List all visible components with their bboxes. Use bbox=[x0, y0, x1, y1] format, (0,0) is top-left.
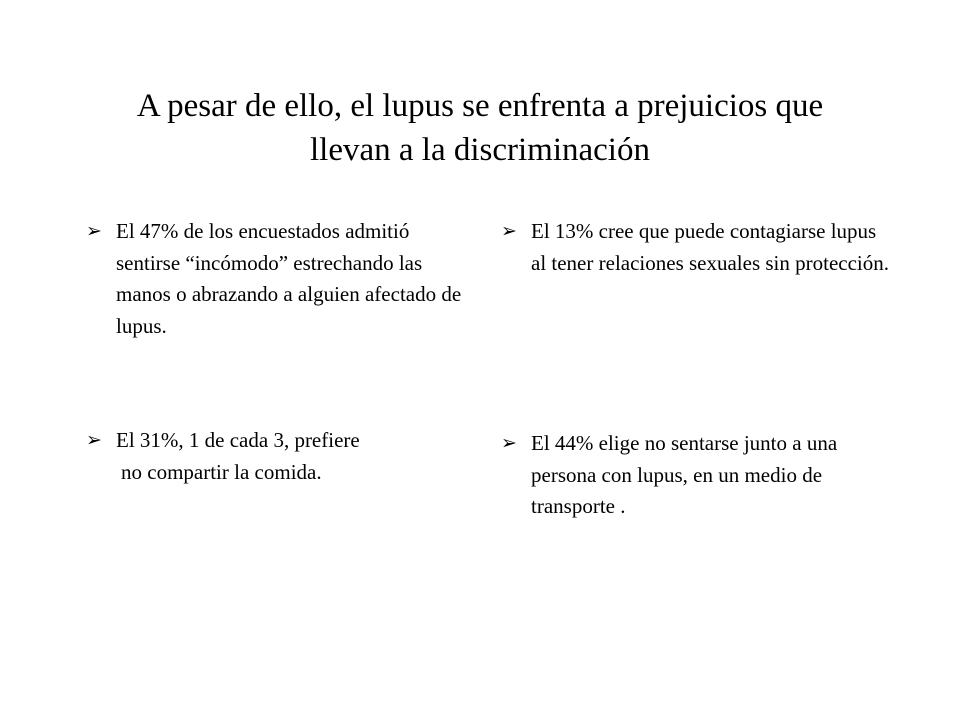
arrowhead-bullet-icon: ➢ bbox=[501, 433, 517, 454]
slide-title-line-2: llevan a la discriminación bbox=[310, 132, 650, 168]
arrowhead-bullet-icon: ➢ bbox=[86, 221, 102, 242]
arrowhead-bullet-icon: ➢ bbox=[501, 221, 517, 242]
slide-title bbox=[60, 84, 900, 172]
bullet-item-food-sharing bbox=[86, 425, 476, 489]
bullet-text-continuation: no compartir la comida. bbox=[121, 459, 322, 484]
bullet-item-handshake bbox=[86, 216, 476, 376]
slide-title-line-1: A pesar de ello, el lupus se enfrenta a prejuicios que bbox=[136, 88, 824, 124]
bullet-item-transport-seating bbox=[501, 428, 901, 528]
bullet-item-contagion-belief bbox=[501, 216, 901, 346]
bullet-text: El 44% elige no sentarse junto a una persona con lupus, en un medio de transporte . bbox=[531, 431, 838, 518]
bullet-text: El 13% cree que puede contagiarse lupus al tener relaciones sexuales sin protección. bbox=[531, 219, 890, 275]
bullet-text: El 31%, 1 de cada 3, prefiere bbox=[116, 428, 360, 452]
arrowhead-bullet-icon: ➢ bbox=[86, 430, 102, 451]
bullet-text: El 47% de los encuestados admitió sentirse “incómodo” estrechando las manos o abrazando a alguien afectado de lupus. bbox=[116, 219, 462, 338]
